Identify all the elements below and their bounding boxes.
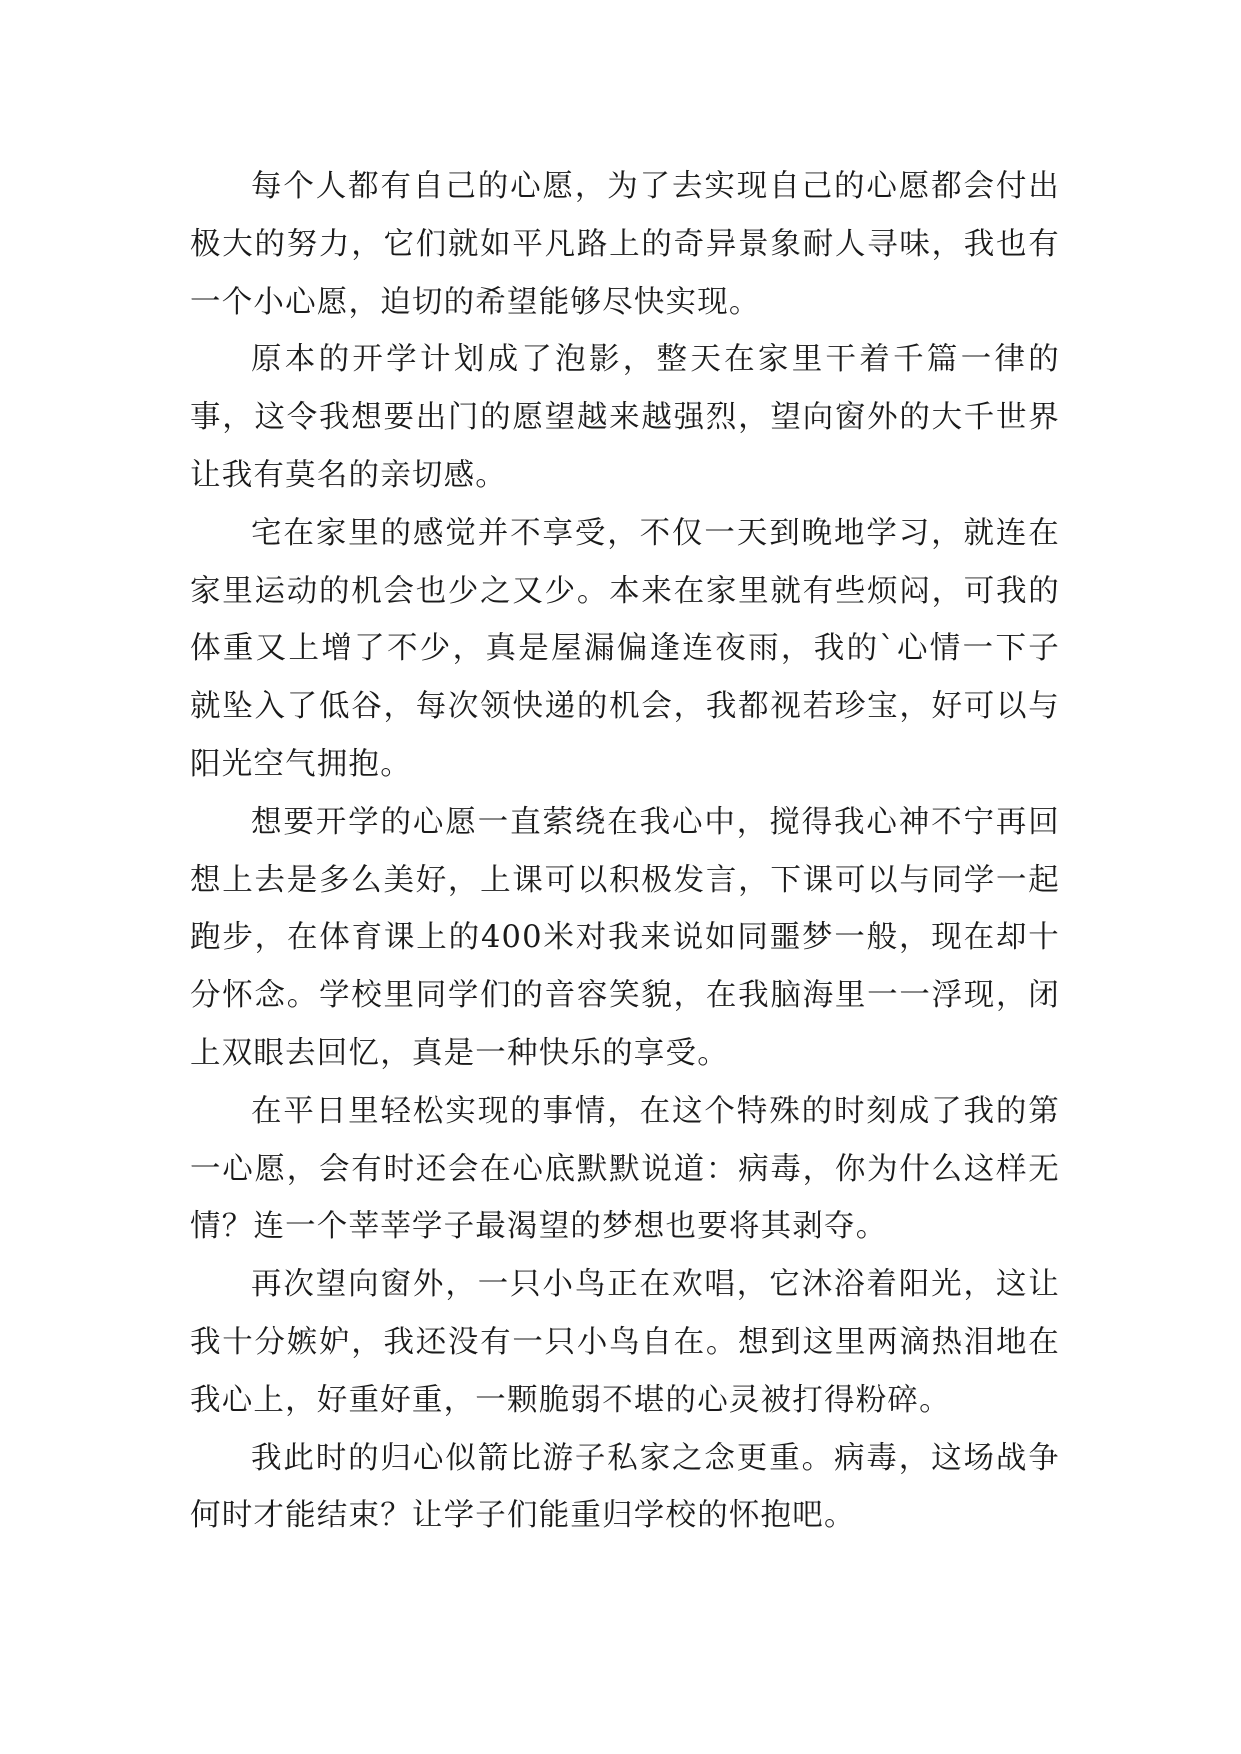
paragraph-4: 想要开学的心愿一直萦绕在我心中，搅得我心神不宁再回想上去是多么美好，上课可以积极发言，下课可以与同学一起跑步，在体育课上的400米对我来说如同噩梦一般，现在却十分怀念。学校里同学们的音容笑貌，在我脑海里一一浮现，闭上双眼去回忆，真是一种快乐的享受。 xyxy=(190,804,1060,1071)
paragraph-3: 宅在家里的感觉并不享受，不仅一天到晚地学习，就连在家里运动的机会也少之又少。本来在家里就有些烦闷，可我的体重又上增了不少，真是屋漏偏逢连夜雨，我的`心情一下子就坠入了低谷，每次领快递的机会，我都视若珍宝，好可以与阳光空气拥抱。 xyxy=(190,515,1060,782)
paragraph-6: 再次望向窗外，一只小鸟正在欢唱，它沐浴着阳光，这让我十分嫉妒，我还没有一只小鸟自在。想到这里两滴热泪地在我心上，好重好重，一颗脆弱不堪的心灵被打得粉碎。 xyxy=(190,1267,1060,1418)
paragraph-2: 原本的开学计划成了泡影，整天在家里干着千篇一律的事，这令我想要出门的愿望越来越强烈，望向窗外的大千世界让我有莫名的亲切感。 xyxy=(190,342,1060,493)
paragraph-7: 我此时的归心似箭比游子私家之念更重。病毒，这场战争何时才能结束？让学子们能重归学校的怀抱吧。 xyxy=(190,1440,1060,1534)
essay-body xyxy=(190,158,1060,1545)
paragraph-1: 每个人都有自己的心愿，为了去实现自己的心愿都会付出极大的努力，它们就如平凡路上的奇异景象耐人寻味，我也有一个小心愿，迫切的希望能够尽快实现。 xyxy=(190,169,1060,320)
paragraph-5: 在平日里轻松实现的事情，在这个特殊的时刻成了我的第一心愿，会有时还会在心底默默说道：病毒，你为什么这样无情？连一个莘莘学子最渴望的梦想也要将其剥夺。 xyxy=(190,1093,1060,1245)
